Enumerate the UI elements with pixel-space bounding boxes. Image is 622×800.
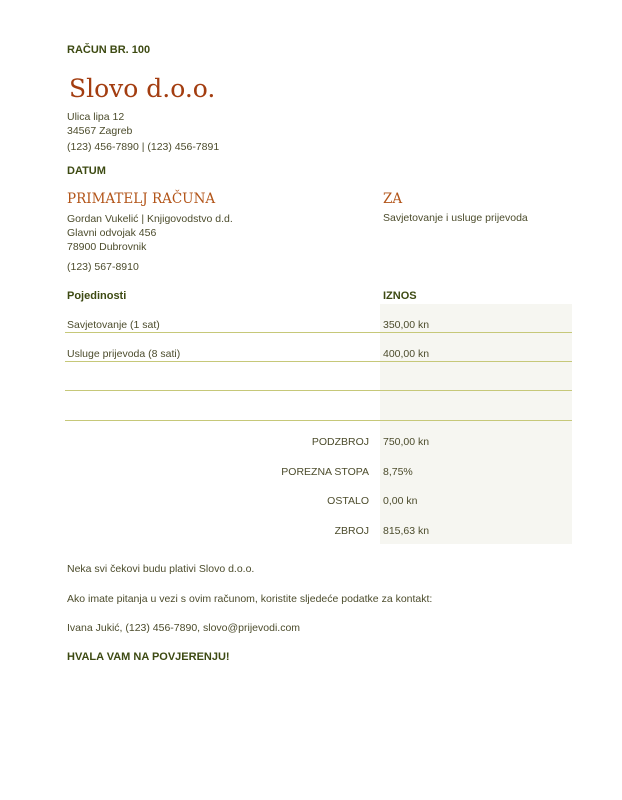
tax-rate-label: POREZNA STOPA: [281, 466, 369, 478]
details-column-header: Pojedinosti: [67, 290, 127, 302]
recipient-address-line1: Glavni odvojak 456: [67, 227, 157, 239]
table-row-1-detail: Savjetovanje (1 sat): [67, 319, 160, 331]
recipient-name: Gordan Vukelić | Knjigovodstvo d.d.: [67, 213, 233, 225]
recipient-address-line2: 78900 Dubrovnik: [67, 241, 147, 253]
amount-column-background: [380, 304, 572, 544]
contact-info: Ivana Jukić, (123) 456-7890, slovo@prijevodi.com: [67, 622, 301, 634]
table-row-divider: [65, 332, 572, 333]
subtotal-label: PODZBROJ: [311, 436, 369, 448]
recipient-title: PRIMATELJ RAČUNA: [67, 191, 216, 207]
table-row-divider: [65, 420, 572, 421]
questions-note: Ako imate pitanja u vezi s ovim računom, koristite sljedeće podatke za kontakt:: [67, 593, 433, 605]
recipient-details: [67, 212, 233, 254]
for-text: Savjetovanje i usluge prijevoda: [383, 212, 528, 224]
table-row-2-detail: Usluge prijevoda (8 sati): [67, 348, 181, 360]
company-address-line1: Ulica lipa 12: [67, 111, 125, 123]
table-row-1-amount: 350,00 kn: [383, 319, 430, 331]
invoice-number: RAČUN BR. 100: [67, 44, 151, 56]
total-value: 815,63 kn: [383, 525, 430, 537]
for-title: ZA: [383, 191, 403, 207]
payable-note: Neka svi čekovi budu plativi Slovo d.o.o.: [67, 563, 255, 575]
table-row-divider: [65, 390, 572, 391]
company-address: [67, 110, 132, 138]
amount-column-header: IZNOS: [383, 290, 417, 302]
company-address-line2: 34567 Zagreb: [67, 125, 133, 137]
tax-rate-value: 8,75%: [383, 466, 413, 478]
recipient-phone: (123) 567-8910: [67, 261, 139, 273]
table-row-2-amount: 400,00 kn: [383, 348, 430, 360]
table-row-divider: [65, 361, 572, 362]
other-value: 0,00 kn: [383, 495, 418, 507]
company-phones: (123) 456-7890 | (123) 456-7891: [67, 141, 220, 153]
subtotal-value: 750,00 kn: [383, 436, 430, 448]
thank-you-message: HVALA VAM NA POVJERENJU!: [67, 651, 230, 663]
other-label: OSTALO: [327, 495, 369, 507]
total-label: ZBROJ: [334, 525, 369, 537]
company-name: Slovo d.o.o.: [69, 74, 216, 103]
date-label: DATUM: [67, 165, 106, 177]
